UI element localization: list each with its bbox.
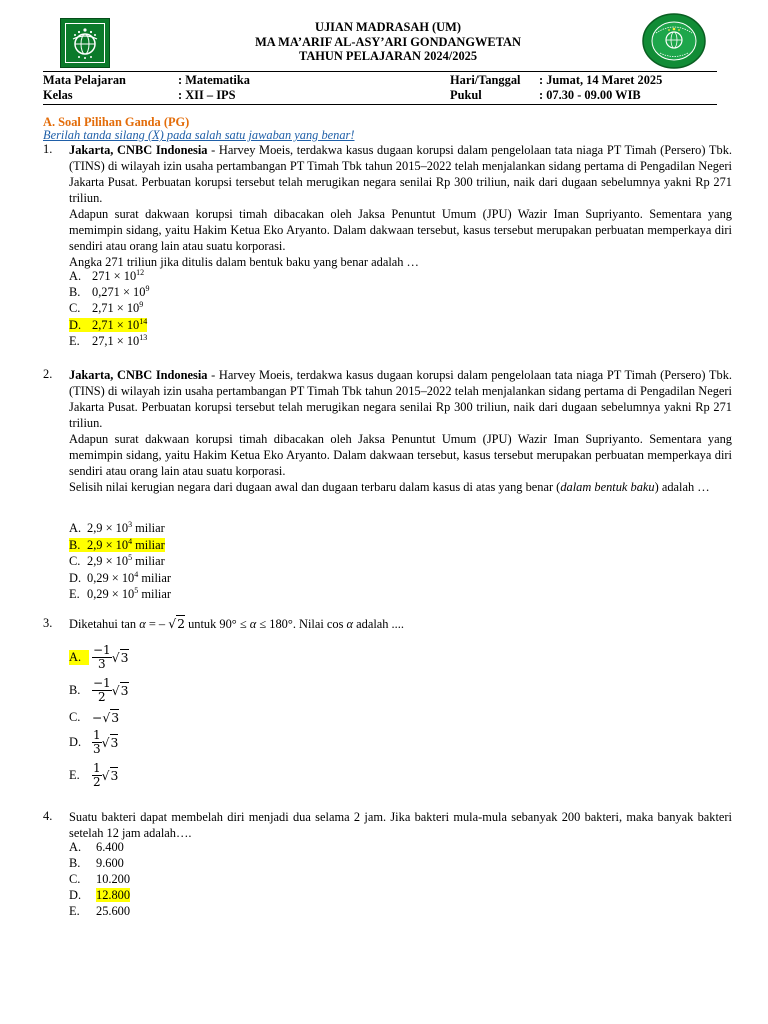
class-value: : XII – IPS <box>178 88 236 102</box>
header-line-2: MA MA’ARIF AL-ASY’ARI GONDANGWETAN <box>255 34 521 49</box>
fraction: $\frac{-1}{2}$ <box>93 676 111 704</box>
q1-option-e[interactable]: E. $27,1 \times 10^{13}$ <box>69 333 148 348</box>
q3-option-c[interactable]: C. −√3 <box>69 710 120 725</box>
section-instruction: Berilah tanda silang (X) pada salah satu jawaban yang benar! <box>43 128 355 142</box>
question-3-number: 3. <box>43 616 53 630</box>
question-1-paragraph-2: Adapun surat dakwaan korupsi timah dibacakan oleh Jaksa Penuntut Umum (JPU) Wazir Iman Supriyanto. Sementara yang memimpin sidang, yaitu Hakim Ketua Eko Aryanto. Dalam dakwaan tersebut, kasus tersebut merupakan perbuatan memperkaya diri sendiri atau orang lain atau suatu korporasi. <box>69 207 732 253</box>
question-1-source: Jakarta, CNBC Indonesia <box>69 143 208 157</box>
day-label: Hari/Tanggal <box>450 73 521 87</box>
q2-option-d[interactable]: D. $0,29 \times 10^4$ miliar <box>69 570 171 585</box>
question-2-number: 2. <box>43 367 53 381</box>
q1-option-b[interactable]: B. $0,271 \times 10^9$ <box>69 284 150 299</box>
sqrt-symbol: √3 <box>101 735 119 750</box>
day-value: : Jumat, 14 Maret 2025 <box>539 73 663 87</box>
question-2-source: Jakarta, CNBC Indonesia <box>69 368 208 382</box>
question-1-paragraph-1 <box>69 142 732 206</box>
q4-option-e[interactable]: E. 25.600 <box>69 904 131 918</box>
question-1-number: 1. <box>43 142 53 156</box>
sqrt-symbol: √2 <box>168 616 185 631</box>
answer-highlight: D. $2,71 \times 10^{14}$ <box>69 317 148 332</box>
q3-option-e[interactable]: E. $\frac{1}{2}$ √3 <box>69 761 119 789</box>
answer-highlight: B. $2,9 \times 10^4$ miliar <box>69 537 165 552</box>
q4-option-c[interactable]: C. 10.200 <box>69 872 131 886</box>
time-value: : 07.30 - 09.00 WIB <box>539 88 641 102</box>
q1-option-d[interactable] <box>69 318 147 333</box>
fraction: $\frac{1}{3}$ <box>93 728 101 756</box>
question-2-paragraph-1 <box>69 367 732 431</box>
header-divider <box>43 71 717 72</box>
q1-option-a[interactable]: A. $271 \times 10^{12}$ <box>69 268 145 283</box>
answer-highlight: A. <box>69 650 89 665</box>
header-line-3: TAHUN PELAJARAN 2024/2025 <box>298 49 478 63</box>
fraction: $\frac{1}{2}$ <box>93 761 101 789</box>
subject-label: Mata Pelajaran <box>43 73 126 87</box>
header-title <box>200 20 576 64</box>
q2-option-e[interactable]: E. $0,29 \times 10^5$ miliar <box>69 586 171 601</box>
meta-divider <box>43 104 717 105</box>
q4-option-b[interactable]: B. 9.600 <box>69 856 124 870</box>
fraction: $\frac{-1}{3}$ <box>93 643 111 671</box>
q2-option-b[interactable] <box>69 538 165 553</box>
q3-option-d[interactable]: D. $\frac{1}{3}$ √3 <box>69 728 119 756</box>
question-2-question: Selisih nilai kerugian negara dari dugaan awal dan dugaan terbaru dalam kasus di atas yang benar (dalam bentuk baku) adalah … <box>69 480 710 494</box>
subject-value: : Matematika <box>178 73 250 87</box>
sqrt-symbol: √3 <box>111 650 129 665</box>
q4-option-a[interactable]: A. 6.400 <box>69 840 124 854</box>
class-label: Kelas <box>43 88 73 102</box>
time-label: Pukul <box>450 88 482 102</box>
madrasah-emblem-icon <box>642 13 706 69</box>
sqrt-symbol: √3 <box>111 683 129 698</box>
header-line-1: UJIAN MADRASAH (UM) <box>315 20 461 34</box>
question-2-paragraph-2: Adapun surat dakwaan korupsi timah dibacakan oleh Jaksa Penuntut Umum (JPU) Wazir Iman Supriyanto. Sementara yang memimpin sidang, yaitu Hakim Ketua Eko Aryanto. Dalam dakwaan tersebut, kasus tersebut merupakan perbuatan memperkaya diri sendiri atau orang lain atau suatu korporasi. <box>69 432 732 478</box>
q4-option-d[interactable]: D. 12.800 <box>69 888 131 902</box>
question-4-text: Suatu bakteri dapat membelah diri menjadi dua selama 2 jam. Jika bakteri mula-mula sebanyak 200 bakteri, maka banyak bakteri setelah 12 jam adalah…. <box>69 810 732 840</box>
question-4-number: 4. <box>43 809 53 823</box>
q2-option-c[interactable]: C. $2,9 \times 10^5$ miliar <box>69 553 165 568</box>
section-title: A. Soal Pilihan Ganda (PG) <box>43 115 190 129</box>
answer-highlight: 12.800 <box>96 888 131 902</box>
question-3-text: Diketahui tan α = – √2 untuk 90° ≤ α ≤ 180°. Nilai cos α adalah .... <box>69 616 404 631</box>
question-2-text: - Harvey Moeis, terdakwa kasus dugaan korupsi dalam pengelolaan tata niaga PT Timah (Persero) Tbk. (TINS) di wilayah izin usaha pertambangan PT Timah Tbk tahun 2015–2022 telah menjalankan sidang pertama di Pengadilan Negeri Jakarta Pusat. Perbuatan korupsi tersebut telah merugikan negara senilai Rp 300 triliun, naik dari dugaan sebelumnya yakni Rp 271 triliun. <box>69 368 732 430</box>
q3-option-a[interactable] <box>69 644 129 671</box>
madrasah-logo <box>642 13 706 69</box>
nahdlatul-ulama-logo <box>60 18 110 68</box>
sqrt-symbol: −√3 <box>92 710 120 725</box>
globe-icon <box>61 19 109 67</box>
question-1-question: Angka 271 triliun jika ditulis dalam bentuk baku yang benar adalah … <box>69 255 419 269</box>
q3-option-b[interactable]: B. $\frac{-1}{2}$ √3 <box>69 676 129 704</box>
q2-option-a[interactable]: A. $2,9 \times 10^3$ miliar <box>69 520 165 535</box>
question-1-text: - Harvey Moeis, terdakwa kasus dugaan korupsi dalam pengelolaan tata niaga PT Timah (Persero) Tbk. (TINS) di wilayah izin usaha pertambangan PT Timah Tbk tahun 2015–2022 telah menjalankan sidang pertama di Pengadilan Negeri Jakarta Pusat. Perbuatan korupsi tersebut telah merugikan negara senilai Rp 300 triliun, naik dari dugaan sebelumnya yakni Rp 271 triliun. <box>69 143 732 205</box>
sqrt-symbol: √3 <box>101 768 119 783</box>
q1-option-c[interactable]: C. $2,71 \times 10^9$ <box>69 300 144 315</box>
